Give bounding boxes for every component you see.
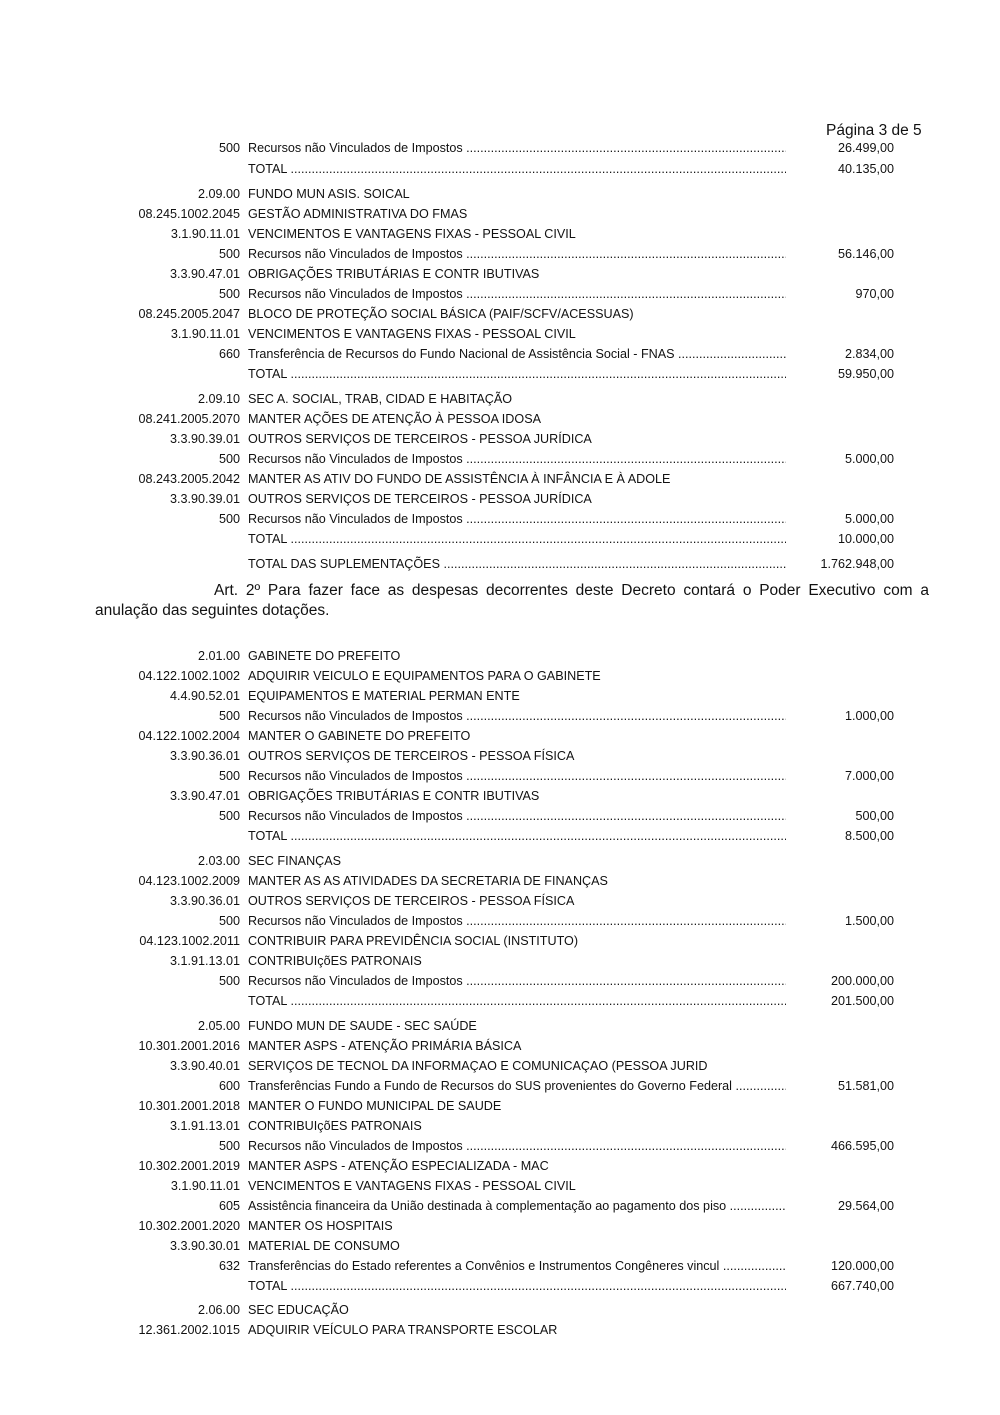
- row-value: 59.950,00: [837, 367, 894, 381]
- row-code: 2.05.00: [197, 1019, 240, 1033]
- row-description: VENCIMENTOS E VANTAGENS FIXAS - PESSOAL CIVIL: [248, 1179, 576, 1193]
- row-description: TOTAL .....: [248, 992, 786, 1010]
- table-row: [0, 510, 1000, 528]
- row-description: BLOCO DE PROTEÇÃO SOCIAL BÁSICA (PAIF/SCFV/ACESSUAS): [248, 307, 634, 321]
- table-row: [0, 365, 1000, 383]
- table-row: [0, 1117, 1000, 1135]
- row-code: 2.09.10: [197, 392, 240, 406]
- row-description: MANTER ASPS - ATENÇÃO PRIMÁRIA BÁSICA: [248, 1039, 522, 1053]
- row-value: 56.146,00: [837, 247, 894, 261]
- table-row: [0, 1097, 1000, 1115]
- row-code: 3.1.91.13.01: [169, 954, 240, 968]
- row-code: 500: [218, 709, 240, 723]
- row-code: 04.123.1002.2009: [138, 874, 240, 888]
- table-row: [0, 390, 1000, 408]
- row-value: 8.500,00: [844, 829, 894, 843]
- row-value: 5.000,00: [844, 512, 894, 526]
- row-description: Transferência de Recursos do Fundo Nacional de Assistência Social - FNAS .....: [248, 345, 786, 363]
- row-code: 2.01.00: [197, 649, 240, 663]
- table-row: [0, 1137, 1000, 1155]
- row-code: 500: [218, 287, 240, 301]
- table-row: [0, 160, 1000, 178]
- row-value: 1.500,00: [844, 914, 894, 928]
- table-row: [0, 450, 1000, 468]
- table-row: [0, 747, 1000, 765]
- row-description: Recursos não Vinculados de Impostos .....: [248, 139, 786, 157]
- row-value: 201.500,00: [830, 994, 894, 1008]
- row-description: OUTROS SERVIÇOS DE TERCEIROS - PESSOA JURÍDICA: [248, 492, 592, 506]
- table-row: [0, 667, 1000, 685]
- table-row: [0, 1277, 1000, 1295]
- table-row: [0, 1197, 1000, 1215]
- row-description: MANTER AS AS ATIVIDADES DA SECRETARIA DE FINANÇAS: [248, 874, 608, 888]
- row-description: SERVIÇOS DE TECNOL DA INFORMAÇAO E COMUNICAÇAO (PESSOA JURID: [248, 1059, 708, 1073]
- row-value: 29.564,00: [837, 1199, 894, 1213]
- table-row: [0, 952, 1000, 970]
- table-row: [0, 1321, 1000, 1339]
- row-description: ADQUIRIR VEÍCULO PARA TRANSPORTE ESCOLAR: [248, 1323, 558, 1337]
- table-row: [0, 767, 1000, 785]
- row-code: 500: [218, 1139, 240, 1153]
- table-row: [0, 245, 1000, 263]
- row-code: 500: [218, 141, 240, 155]
- table-row: [0, 139, 1000, 157]
- row-description: OBRIGAÇÕES TRIBUTÁRIAS E CONTR IBUTIVAS: [248, 789, 540, 803]
- row-code: 12.361.2002.1015: [138, 1323, 240, 1337]
- row-code: 3.3.90.30.01: [169, 1239, 240, 1253]
- table-row: [0, 727, 1000, 745]
- row-description: Recursos não Vinculados de Impostos .....: [248, 912, 786, 930]
- row-code: 2.09.00: [197, 187, 240, 201]
- row-description: Recursos não Vinculados de Impostos .....: [248, 767, 786, 785]
- table-row: [0, 852, 1000, 870]
- row-code: 3.1.90.11.01: [170, 327, 240, 341]
- row-description: CONTRIBUIR PARA PREVIDÊNCIA SOCIAL (INSTITUTO): [248, 934, 579, 948]
- table-row: [0, 1301, 1000, 1319]
- table-row: [0, 345, 1000, 363]
- row-code: 500: [218, 809, 240, 823]
- row-code: 04.122.1002.1002: [138, 669, 240, 683]
- row-code: 600: [218, 1079, 240, 1093]
- row-description: CONTRIBUIçõES PATRONAIS: [248, 1119, 422, 1133]
- row-description: MATERIAL DE CONSUMO: [248, 1239, 400, 1253]
- table-row: [0, 872, 1000, 890]
- row-code: 3.3.90.36.01: [169, 749, 240, 763]
- row-value: 1.000,00: [844, 709, 894, 723]
- row-description: TOTAL DAS SUPLEMENTAÇÕES .....: [248, 555, 786, 573]
- table-row: [0, 225, 1000, 243]
- table-row: [0, 325, 1000, 343]
- table-row: [0, 972, 1000, 990]
- row-description: MANTER ASPS - ATENÇÃO ESPECIALIZADA - MAC: [248, 1159, 549, 1173]
- row-code: 2.06.00: [197, 1303, 240, 1317]
- row-value: 5.000,00: [844, 452, 894, 466]
- row-code: 632: [218, 1259, 240, 1273]
- table-row: [0, 1257, 1000, 1275]
- table-row: [0, 430, 1000, 448]
- row-code: 04.123.1002.2011: [139, 934, 240, 948]
- row-code: 08.243.2005.2042: [138, 472, 240, 486]
- table-row: [0, 1077, 1000, 1095]
- row-description: OBRIGAÇÕES TRIBUTÁRIAS E CONTR IBUTIVAS: [248, 267, 540, 281]
- row-code: 08.245.1002.2045: [138, 207, 240, 221]
- row-code: 3.3.90.36.01: [169, 894, 240, 908]
- table-row: [0, 305, 1000, 323]
- row-code: 10.302.2001.2019: [138, 1159, 240, 1173]
- row-description: SEC EDUCAÇÃO: [248, 1303, 349, 1317]
- row-description: MANTER AS ATIV DO FUNDO DE ASSISTÊNCIA À INFÂNCIA E À ADOLE: [248, 472, 671, 486]
- row-description: TOTAL .....: [248, 1277, 786, 1295]
- row-description: TOTAL .....: [248, 827, 786, 845]
- page-number: Página 3 de 5: [826, 122, 922, 139]
- row-description: CONTRIBUIçõES PATRONAIS: [248, 954, 422, 968]
- row-description: EQUIPAMENTOS E MATERIAL PERMAN ENTE: [248, 689, 520, 703]
- row-code: 500: [218, 769, 240, 783]
- table-row: [0, 410, 1000, 428]
- row-value: 466.595,00: [830, 1139, 894, 1153]
- row-description: Recursos não Vinculados de Impostos .....: [248, 707, 786, 725]
- row-description: TOTAL .....: [248, 160, 786, 178]
- row-description: TOTAL .....: [248, 365, 786, 383]
- row-description: OUTROS SERVIÇOS DE TERCEIROS - PESSOA FÍSICA: [248, 894, 575, 908]
- row-code: 2.03.00: [197, 854, 240, 868]
- row-value: 500,00: [855, 809, 894, 823]
- table-row: [0, 265, 1000, 283]
- row-description: Recursos não Vinculados de Impostos .....: [248, 450, 786, 468]
- row-code: 3.3.90.39.01: [169, 432, 240, 446]
- row-code: 08.241.2005.2070: [138, 412, 240, 426]
- row-code: 500: [218, 247, 240, 261]
- row-description: Recursos não Vinculados de Impostos .....: [248, 285, 786, 303]
- row-description: ADQUIRIR VEICULO E EQUIPAMENTOS PARA O GABINETE: [248, 669, 601, 683]
- row-description: OUTROS SERVIÇOS DE TERCEIROS - PESSOA FÍSICA: [248, 749, 575, 763]
- row-code: 10.302.2001.2020: [138, 1219, 240, 1233]
- table-row: [0, 555, 1000, 573]
- row-description: Recursos não Vinculados de Impostos .....: [248, 1137, 786, 1155]
- table-row: [0, 1157, 1000, 1175]
- row-value: 2.834,00: [844, 347, 894, 361]
- table-row: [0, 1237, 1000, 1255]
- row-value: 26.499,00: [837, 141, 894, 155]
- table-row: [0, 787, 1000, 805]
- row-description: Transferências Fundo a Fundo de Recursos do SUS provenientes do Governo Federal .....: [248, 1077, 786, 1095]
- row-description: Recursos não Vinculados de Impostos .....: [248, 510, 786, 528]
- row-description: Recursos não Vinculados de Impostos .....: [248, 245, 786, 263]
- table-row: [0, 1017, 1000, 1035]
- row-value: 120.000,00: [830, 1259, 894, 1273]
- table-row: [0, 1037, 1000, 1055]
- table-row: [0, 1217, 1000, 1235]
- row-description: MANTER O GABINETE DO PREFEITO: [248, 729, 471, 743]
- row-value: 7.000,00: [844, 769, 894, 783]
- table-row: [0, 707, 1000, 725]
- table-row: [0, 892, 1000, 910]
- table-row: [0, 807, 1000, 825]
- table-row: [0, 992, 1000, 1010]
- row-description: TOTAL .....: [248, 530, 786, 548]
- row-description: FUNDO MUN ASIS. SOICAL: [248, 187, 410, 201]
- row-description: SEC A. SOCIAL, TRAB, CIDAD E HABITAÇÃO: [248, 392, 513, 406]
- row-code: 500: [218, 974, 240, 988]
- table-row: [0, 205, 1000, 223]
- table-row: [0, 490, 1000, 508]
- row-description: MANTER AÇÕES DE ATENÇÃO À PESSOA IDOSA: [248, 412, 541, 426]
- row-description: MANTER O FUNDO MUNICIPAL DE SAUDE: [248, 1099, 502, 1113]
- row-code: 08.245.2005.2047: [138, 307, 240, 321]
- row-code: 3.3.90.47.01: [169, 267, 240, 281]
- row-value: 51.581,00: [837, 1079, 894, 1093]
- table-row: [0, 647, 1000, 665]
- table-row: [0, 185, 1000, 203]
- table-row: [0, 1057, 1000, 1075]
- row-description: GABINETE DO PREFEITO: [248, 649, 401, 663]
- row-code: 10.301.2001.2016: [138, 1039, 240, 1053]
- row-code: 3.3.90.40.01: [169, 1059, 240, 1073]
- row-description: Transferências do Estado referentes a Convênios e Instrumentos Congêneres vincul .....: [248, 1257, 786, 1275]
- row-value: 970,00: [855, 287, 894, 301]
- row-code: 660: [218, 347, 240, 361]
- row-description: GESTÃO ADMINISTRATIVA DO FMAS: [248, 207, 468, 221]
- row-description: FUNDO MUN DE SAUDE - SEC SAÚDE: [248, 1019, 477, 1033]
- row-code: 500: [218, 914, 240, 928]
- row-code: 3.3.90.47.01: [169, 789, 240, 803]
- row-description: MANTER OS HOSPITAIS: [248, 1219, 393, 1233]
- row-value: 200.000,00: [830, 974, 894, 988]
- row-code: 3.1.90.11.01: [170, 227, 240, 241]
- table-row: [0, 827, 1000, 845]
- row-description: Recursos não Vinculados de Impostos .....: [248, 972, 786, 990]
- table-row: [0, 470, 1000, 488]
- article-2-paragraph: Art. 2º Para fazer face as despesas decorrentes deste Decreto contará o Poder Executivo com a anulação das seguintes dotações.: [95, 582, 929, 619]
- row-value: 667.740,00: [830, 1279, 894, 1293]
- row-code: 3.3.90.39.01: [169, 492, 240, 506]
- row-code: 3.1.90.11.01: [170, 1179, 240, 1193]
- row-description: Recursos não Vinculados de Impostos .....: [248, 807, 786, 825]
- row-description: SEC FINANÇAS: [248, 854, 342, 868]
- row-description: VENCIMENTOS E VANTAGENS FIXAS - PESSOAL CIVIL: [248, 327, 576, 341]
- table-row: [0, 932, 1000, 950]
- row-value: 1.762.948,00: [820, 557, 894, 571]
- row-value: 10.000,00: [837, 532, 894, 546]
- row-code: 605: [218, 1199, 240, 1213]
- row-code: 4.4.90.52.01: [169, 689, 240, 703]
- row-description: OUTROS SERVIÇOS DE TERCEIROS - PESSOA JURÍDICA: [248, 432, 592, 446]
- table-row: [0, 530, 1000, 548]
- table-row: [0, 912, 1000, 930]
- table-row: [0, 687, 1000, 705]
- row-description: Assistência financeira da União destinada à complementação ao pagamento dos piso .....: [248, 1197, 786, 1215]
- row-code: 3.1.91.13.01: [169, 1119, 240, 1133]
- row-code: 10.301.2001.2018: [138, 1099, 240, 1113]
- table-row: [0, 285, 1000, 303]
- row-description: VENCIMENTOS E VANTAGENS FIXAS - PESSOAL CIVIL: [248, 227, 576, 241]
- table-row: [0, 1177, 1000, 1195]
- row-code: 04.122.1002.2004: [138, 729, 240, 743]
- row-value: 40.135,00: [837, 162, 894, 176]
- row-code: 500: [218, 452, 240, 466]
- row-code: 500: [218, 512, 240, 526]
